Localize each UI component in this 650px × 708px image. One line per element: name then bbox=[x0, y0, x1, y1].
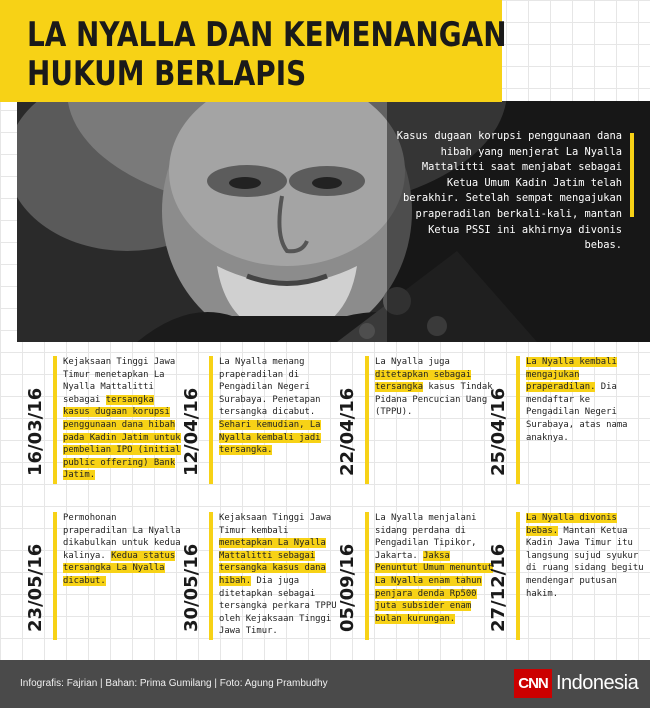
plain-text: Mantan Ketua Kadin Jawa Timur itu langsung sujud syukur di ruang sidang begitu mendengar putusan hakim. bbox=[526, 525, 644, 599]
timeline-accent-line bbox=[209, 512, 213, 640]
credits: Infografis: Fajrian | Bahan: Prima Gumilang | Foto: Agung Prambudhy bbox=[20, 678, 328, 689]
timeline-accent-line bbox=[53, 356, 57, 484]
timeline-entry bbox=[331, 504, 493, 654]
timeline-date-label: 23/05/16 bbox=[25, 543, 46, 632]
highlighted-text: tersangka kasus dugaan korupsi penggunaan dana hibah pada Kadin Jatim untuk pembelian IPO (initial public offering) Bank Jatim. bbox=[63, 394, 181, 481]
timeline-accent-line bbox=[53, 512, 57, 640]
intro-text: Kasus dugaan korupsi penggunaan dana hibah yang menjerat La Nyalla Mattalitti saat menjabat sebagai Ketua Umum Kadin Jatim telah berakhir. Setelah sempat mengajukan praperadilan berkali-kali, mantan Ketua PSSI ini akhirnya divonis bebas. bbox=[396, 130, 622, 252]
cnn-logo-text: CNN bbox=[518, 675, 548, 692]
plain-text: La Nyalla juga bbox=[375, 357, 450, 367]
timeline-description bbox=[526, 512, 644, 600]
plain-text: Permohonan praperadilan La Nyalla dikabulkan untuk kedua kalinya. bbox=[63, 513, 181, 561]
highlighted-text: La Nyalla divonis bebas. bbox=[526, 513, 617, 536]
timeline-date bbox=[181, 356, 203, 476]
plain-text: Dia mendaftar ke Pengadilan Negeri Surabaya, atas nama anaknya. bbox=[526, 382, 628, 443]
portrait-photo bbox=[17, 101, 650, 342]
timeline-date bbox=[488, 512, 510, 632]
cnn-logo bbox=[514, 669, 552, 698]
timeline-entry bbox=[19, 504, 181, 654]
timeline-description bbox=[219, 356, 337, 457]
timeline-accent-line bbox=[209, 356, 213, 484]
title-line-2: HUKUM BERLAPIS bbox=[27, 54, 307, 94]
timeline-date-label: 30/05/16 bbox=[181, 543, 202, 632]
timeline-description bbox=[219, 512, 337, 638]
timeline-entry bbox=[19, 348, 181, 498]
timeline-accent-line bbox=[516, 356, 520, 484]
brand-suffix: Indonesia bbox=[556, 672, 639, 694]
highlighted-text: Sehari kemudian, La Nyalla kembali jadi tersangka. bbox=[219, 419, 321, 456]
timeline-date bbox=[337, 356, 359, 476]
timeline-date bbox=[488, 356, 510, 476]
plain-text: Kejaksaan Tinggi Jawa Timur menetapkan La Nyalla Mattalitti sebagai bbox=[63, 357, 176, 405]
plain-text: kasus Tindak Pidana Pencucian Uang (TPPU). bbox=[375, 382, 493, 418]
timeline-date bbox=[25, 512, 47, 632]
timeline-date bbox=[337, 512, 359, 632]
timeline-date-label: 16/03/16 bbox=[25, 387, 46, 476]
timeline-date-label: 22/04/16 bbox=[337, 387, 358, 476]
timeline-description bbox=[375, 356, 493, 419]
timeline-description bbox=[63, 356, 181, 482]
plain-text: La Nyalla menjalani sidang perdana di Pengadilan Tipikor, Jakarta. bbox=[375, 513, 477, 561]
intro-accent-bar bbox=[630, 133, 634, 217]
timeline-entry bbox=[175, 504, 337, 654]
timeline-date-label: 25/04/16 bbox=[488, 387, 509, 476]
highlighted-text: menetapkan La Nyalla Mattalitti sebagai tersangka kasus dana hibah. bbox=[219, 538, 326, 586]
timeline-date bbox=[25, 356, 47, 476]
highlighted-text: Kedua status tersangka La Nyalla dicabut. bbox=[63, 550, 176, 586]
timeline-entry bbox=[331, 348, 493, 498]
highlighted-text: Jaksa Penuntut Umum menuntut La Nyalla enam tahun penjara denda Rp500 juta subsider enam bulan kurungan. bbox=[375, 550, 493, 624]
plain-text: Dia juga ditetapkan sebagai tersangka perkara TPPU oleh Kejaksaan Tinggi Jawa Timur. bbox=[219, 575, 337, 637]
timeline-accent-line bbox=[365, 512, 369, 640]
timeline bbox=[0, 342, 650, 660]
title-line-1: LA NYALLA DAN KEMENANGAN bbox=[27, 15, 507, 55]
timeline-entry bbox=[175, 348, 333, 498]
timeline-description bbox=[526, 356, 644, 444]
plain-text: Kejaksaan Tinggi Jawa Timur kembali bbox=[219, 513, 332, 536]
timeline-date bbox=[181, 512, 203, 632]
title-banner bbox=[0, 0, 507, 102]
timeline-date-label: 27/12/16 bbox=[488, 543, 509, 632]
highlighted-text: ditetapkan sebagai tersangka bbox=[375, 369, 472, 393]
timeline-description bbox=[63, 512, 181, 588]
plain-text: La Nyalla menang praperadilan di Pengadilan Negeri Surabaya. Penetapan tersangka dicabut. bbox=[219, 357, 321, 418]
timeline-entry bbox=[482, 504, 644, 654]
timeline-accent-line bbox=[516, 512, 520, 640]
highlighted-text: La Nyalla kembali mengajukan praperadilan. bbox=[526, 357, 617, 393]
timeline-description bbox=[375, 512, 493, 625]
timeline-date-label: 12/04/16 bbox=[181, 387, 202, 476]
timeline-date-label: 05/09/16 bbox=[337, 543, 358, 632]
timeline-accent-line bbox=[365, 356, 369, 484]
footer bbox=[0, 660, 650, 708]
timeline-entry bbox=[482, 348, 640, 498]
